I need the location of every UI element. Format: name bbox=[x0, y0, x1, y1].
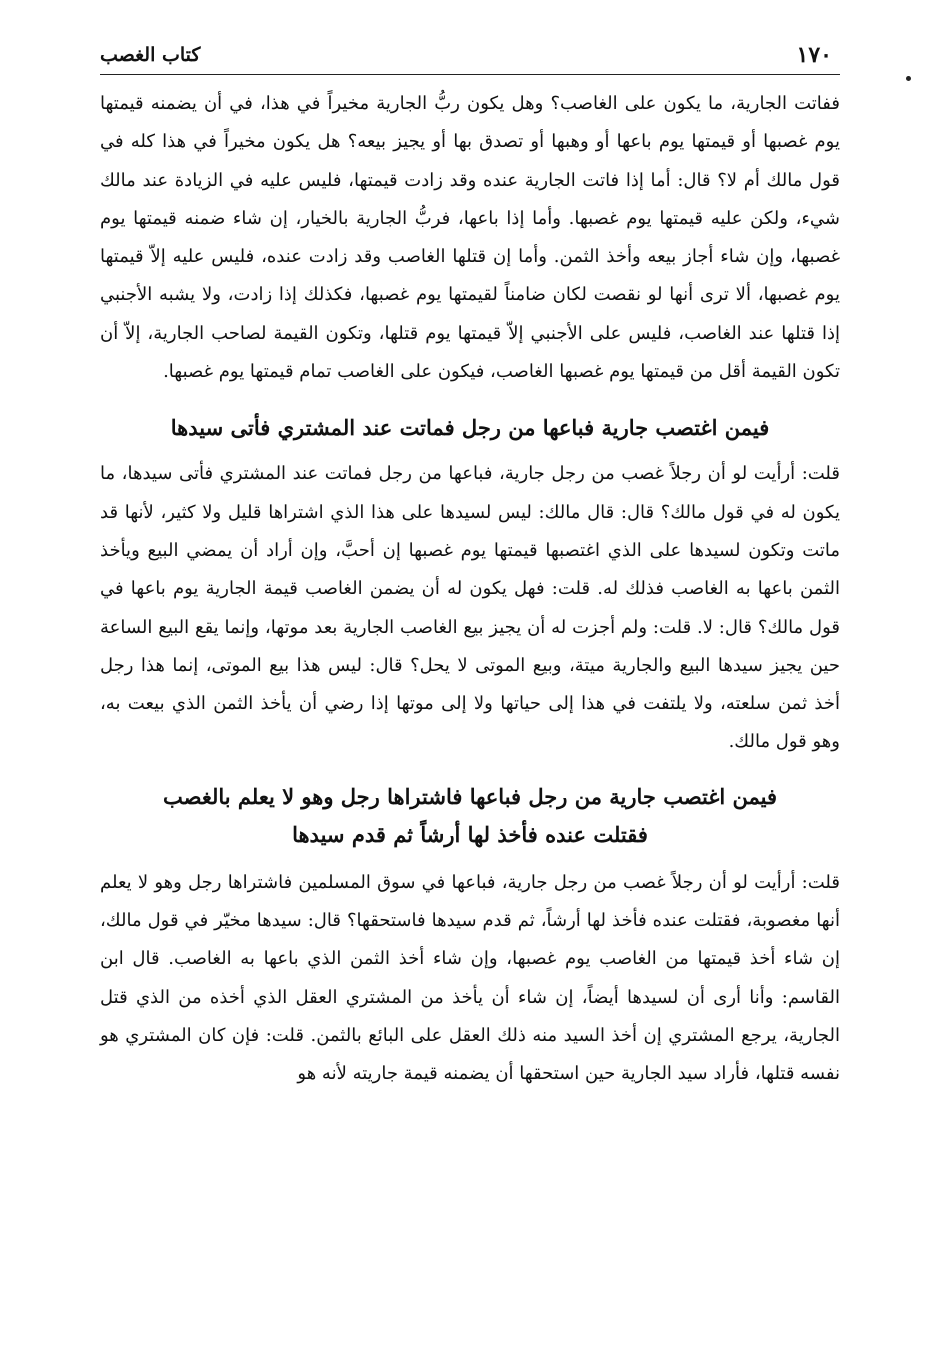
margin-dot bbox=[906, 76, 911, 81]
section-heading-2 bbox=[100, 778, 840, 854]
section-heading-1: فيمن اغتصب جارية فباعها من رجل فماتت عند المشتري فأتى سيدها bbox=[170, 415, 770, 441]
running-head bbox=[100, 40, 840, 75]
paragraph-3: قلت: أرأيت لو أن رجلاً غصب من رجل جارية، فباعها في سوق المسلمين فاشتراها رجل وهو لا يعلم أنها مغصوبة، فقتلت عنده فأخذ لها أرشاً، ثم قدم سيدها فاستحقها؟ قال: سيدها مخيّر في قول مالك، إن شاء أخذ قيمتها من الغاصب يوم غصبها، وإن شاء أخذ الثمن الذي باعها به الغاصب. قال ابن القاسم: وأنا أرى أن لسيدها أيضاً، إن شاء أن يأخذ من المشتري العقل الذي أخذه من الذي قتل الجارية، يرجع المشتري إن أخذ السيد منه ذلك العقل على البائع بالثمن. قلت: فإن كان المشتري هو نفسه قتلها، فأراد سيد الجارية حين استحقها أن يضمنه قيمة جاريته لأنه هو bbox=[100, 871, 840, 1085]
paragraph-1: ففاتت الجارية، ما يكون على الغاصب؟ وهل يكون ربُّ الجارية مخيراً في هذا، في أن يضمنه قيمتها يوم غصبها أو قيمتها يوم باعها أو وهبها أو تصدق بها أو يجيز بيعه؟ هل يكون مخيراً في هذا كله في قول مالك أم لا؟ قال: أما إذا فاتت الجارية عنده وقد زادت قيمتها، فليس عليه في الزيادة عند مالك شيء، ولكن عليه قيمتها يوم غصبها. وأما إذا باعها، فربُّ الجارية بالخيار، إن شاء ضمنه قيمتها يوم غصبها، وإن شاء أجاز بيعه وأخذ الثمن. وأما إن قتلها الغاصب وقد زادت عنده، فليس عليه إلاّ قيمتها يوم غصبها، ألا ترى أنها لو نقصت لكان ضامناً لقيمتها يوم غصبها، فكذلك إذا زادت، ولا يشبه الأجنبي إذا قتلها عند الغاصب، فليس على الأجنبي إلاّ قيمتها يوم قتلها، وتكون القيمة لصاحب الجارية، إلاّ أن تكون القيمة أقل من قيمتها يوم غصبها الغاصب، فيكون على الغاصب تمام قيمتها يوم غصبها. bbox=[100, 93, 840, 383]
section-heading-2-line-1: فيمن اغتصب جارية من رجل فباعها فاشتراها رجل وهو لا يعلم بالغصب bbox=[162, 783, 777, 809]
book-title: كتاب الغصب bbox=[100, 44, 201, 66]
section-heading-2-line-2: فقتلت عنده فأخذ لها أرشاً ثم قدم سيدها bbox=[292, 821, 648, 847]
book-page bbox=[100, 40, 840, 1094]
paragraph-2: قلت: أرأيت لو أن رجلاً غصب من رجل جارية، فباعها من رجل فماتت عند المشتري فأتى سيدها، ما يكون له في قول مالك؟ قال: قال مالك: ليس لسيدها على هذا الذي اشتراها قليل ولا كثير، لأنها قد ماتت وتكون لسيدها على الذي اغتصبها قيمتها يوم غصبها إن أحبَّ، وإن أراد أن يمضي البيع ويأخذ الثمن باعها به الغاصب فذلك له. قلت: فهل يكون له أن يضمن الغاصب قيمة الجارية يوم باعها في قول مالك؟ قال: لا. قلت: ولم أجزت له أن يجيز بيع الغاصب الجارية بعد موتها، وإنما يقع البيع الساعة حين يجيز سيدها البيع والجارية ميتة، وبيع الموتى لا يحل؟ قال: ليس هذا بيع الموتى، إنما هذا رجل أخذ ثمن سلعته، ولا يلتفت في هذا إلى حياتها ولا إلى موتها إذا رضي أن يأخذ الثمن الذي بيعت به، وهو قول مالك. bbox=[100, 463, 840, 753]
page-number: ١٧٠ bbox=[796, 42, 832, 68]
